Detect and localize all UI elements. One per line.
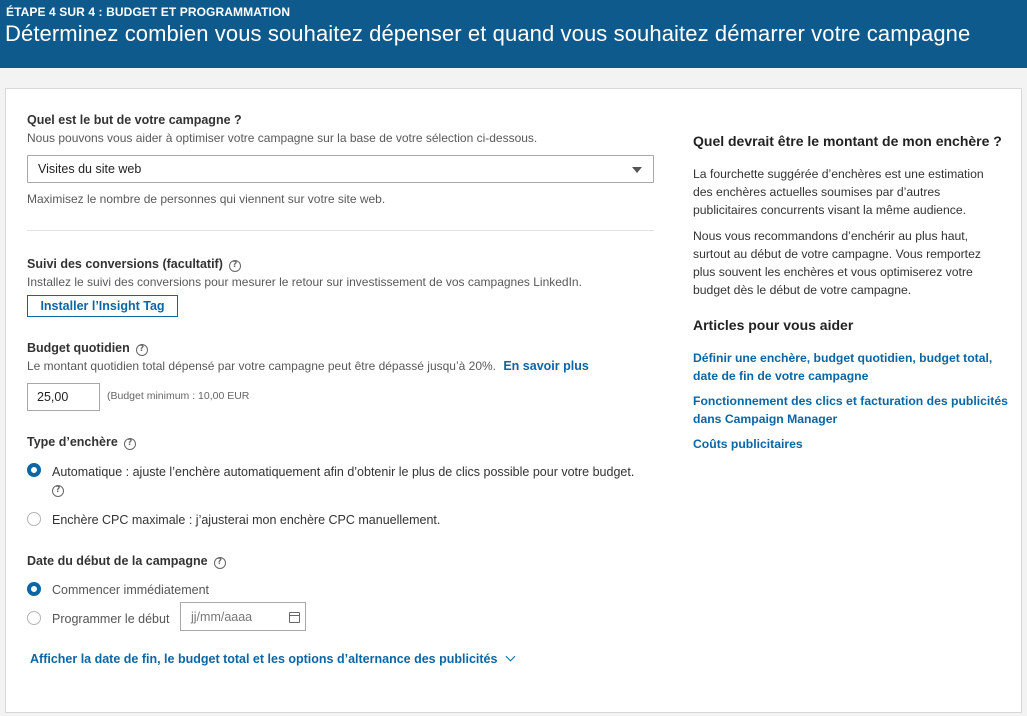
campaign-goal-select[interactable]: [27, 155, 654, 183]
bid-cpc-radio[interactable]: [27, 512, 41, 526]
page-title: Déterminez combien vous souhaitez dépenser et quand vous souhaitez démarrer votre campagne: [5, 21, 971, 46]
install-insight-tag-button[interactable]: Installer l’Insight Tag: [27, 295, 178, 317]
calendar-icon[interactable]: [289, 612, 300, 623]
learn-more-link[interactable]: En savoir plus: [503, 359, 589, 373]
goal-description: Maximisez le nombre de personnes qui viennent sur votre site web.: [27, 192, 386, 206]
help-circle-icon[interactable]: ?: [136, 344, 148, 356]
help-circle-icon[interactable]: ?: [229, 260, 241, 272]
campaign-goal-value: Visites du site web: [38, 162, 142, 176]
daily-budget-input[interactable]: [27, 383, 100, 411]
help-circle-icon[interactable]: ?: [52, 485, 64, 497]
step-indicator: ÉTAPE 4 SUR 4 : BUDGET ET PROGRAMMATION: [6, 5, 291, 19]
page-header: [0, 0, 1027, 68]
daily-budget-label: Budget quotidien ?: [27, 341, 148, 356]
article-link-clicks-billing[interactable]: Fonctionnement des clics et facturation des publicités dans Campaign Manager: [693, 394, 1008, 426]
goal-label: Quel est le but de votre campagne ?: [27, 113, 242, 127]
date-placeholder: jj/mm/aaaa: [191, 610, 253, 624]
section-divider: [27, 230, 654, 231]
daily-budget-help: Le montant quotidien total dépensé par votre campagne peut être dépassé jusqu’à 20%. En savoir plus: [27, 359, 589, 373]
show-more-options-link[interactable]: Afficher la date de fin, le budget total et les options d’alternance des publicités: [30, 652, 514, 666]
start-date-label: Date du début de la campagne ?: [27, 554, 226, 569]
bid-cpc-label[interactable]: Enchère CPC maximale : j’ajusterai mon enchère CPC manuellement.: [52, 513, 441, 527]
sidebar-paragraph-1: La fourchette suggérée d’enchères est une estimation des enchères actuelles soumises par d’autres publicitaires concurrents visant la même audience.: [693, 167, 984, 217]
help-circle-icon[interactable]: ?: [214, 557, 226, 569]
article-link-bid-budget[interactable]: Définir une enchère, budget quotidien, budget total, date de fin de votre campagne: [693, 351, 993, 383]
bid-automatic-label[interactable]: Automatique : ajuste l’enchère automatiquement afin d’obtenir le plus de clics possible pour votre budget.: [52, 465, 635, 479]
campaign-form-card: [5, 88, 1022, 713]
start-immediately-label[interactable]: Commencer immédiatement: [52, 583, 209, 597]
bid-automatic-radio[interactable]: [27, 463, 41, 477]
articles-title: Articles pour vous aider: [693, 317, 854, 333]
chevron-down-icon: [632, 167, 642, 173]
schedule-start-radio[interactable]: [27, 611, 41, 625]
help-circle-icon[interactable]: ?: [124, 438, 136, 450]
bid-type-label: Type d’enchère ?: [27, 435, 136, 450]
conversions-help-text: Installez le suivi des conversions pour mesurer le retour sur investissement de vos campagnes LinkedIn.: [27, 275, 582, 289]
budget-minimum-note: (Budget minimum : 10,00 EUR: [107, 390, 250, 402]
schedule-start-label[interactable]: Programmer le début: [52, 612, 170, 626]
sidebar-title: Quel devrait être le montant de mon enchère ?: [693, 133, 1002, 149]
conversions-label: Suivi des conversions (facultatif) ?: [27, 257, 241, 272]
start-date-input[interactable]: [180, 602, 306, 631]
chevron-down-icon: [506, 652, 516, 662]
start-immediately-radio[interactable]: [27, 582, 41, 596]
goal-help-text: Nous pouvons vous aider à optimiser votre campagne sur la base de votre sélection ci-dessous.: [27, 131, 538, 145]
sidebar-paragraph-2: Nous vous recommandons d’enchérir au plus haut, surtout au début de votre campagne. Vous remportez plus souvent les enchères et vous optimiserez votre budget dès le début de votre campagne.: [693, 229, 981, 297]
article-link-ad-costs[interactable]: Coûts publicitaires: [693, 437, 803, 451]
